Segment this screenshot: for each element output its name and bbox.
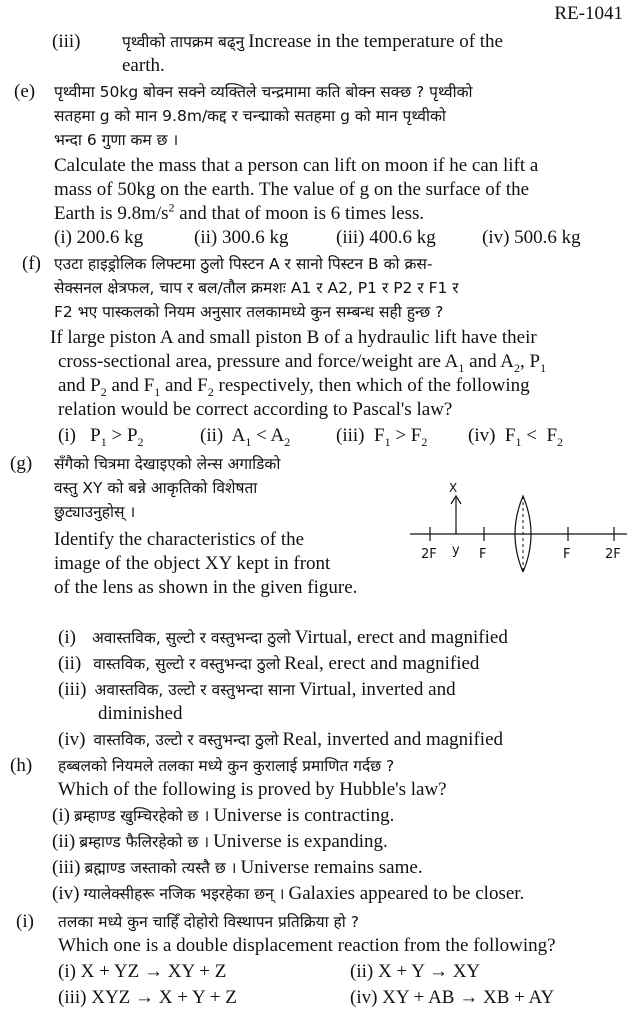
question-g-option-3-cont: diminished — [98, 703, 183, 724]
question-h-english-1: Which of the following is proved by Hubble's law? — [58, 779, 447, 800]
question-h-option-1: (i) ब्रम्हाण्ड खुम्चिरहेको छ । Universe is contracting. — [52, 805, 395, 826]
question-e-nepali-3: भन्दा 6 गुणा कम छ । — [54, 131, 179, 149]
question-f-nepali-1: एउटा हाइड्रोलिक लिफ्टमा ठुलो पिस्टन A र सानो पिस्टन B को क्रस- — [54, 255, 433, 273]
question-f-option-2: (ii) $A_1 < A_2$ — [200, 425, 291, 449]
question-f-english-1: If large piston A and small piston B of a hydraulic lift have their — [50, 327, 537, 348]
question-g-nepali-3: छुट्याउनुहोस् । — [54, 503, 136, 521]
question-i-option-2: (ii) X + Y → XY — [350, 961, 481, 982]
question-e-option-2: (ii) 300.6 kg — [194, 227, 289, 248]
question-i-nepali-1: तलका मध्ये कुन चाहिँ दोहोरो विस्थापन प्रतिक्रिया हो ? — [58, 913, 359, 931]
question-e-english-3: Earth is $9.8m/s^2$ and that of moon is 6 times less. — [54, 200, 425, 224]
question-e-option-3: (iii) 400.6 kg — [336, 227, 436, 248]
question-g-nepali-1: सँगैको चित्रमा देखाइएको लेन्स अगाडिको — [54, 455, 281, 473]
question-g-english-3: of the lens as shown in the given figure. — [54, 577, 358, 598]
lens-diagram — [405, 482, 630, 572]
question-f-marker: (f) — [22, 253, 41, 274]
question-i-option-4: (iv) XY + AB → XB + AY — [350, 987, 555, 1008]
question-e-english-2: mass of 50kg on the earth. The value of g on the surface of the — [54, 179, 530, 200]
right-f-label: F — [563, 547, 571, 562]
question-iii-nepali: पृथ्वीको तापक्रम बढ्नु — [122, 33, 245, 51]
question-e-marker: (e) — [14, 81, 36, 102]
question-i-english-1: Which one is a double displacement reaction from the following? — [58, 935, 556, 956]
question-f-option-3: (iii) $F_1 > F_2$ — [336, 425, 428, 449]
question-e-english-1: Calculate the mass that a person can lift on moon if he can lift a — [54, 155, 539, 176]
question-h-option-4: (iv) ग्यालेक्सीहरू नजिक भइरहेका छन् । Galaxies appeared to be closer. — [52, 883, 525, 904]
left-2f-label: 2F — [421, 547, 437, 562]
left-f-label: F — [479, 547, 487, 562]
question-e-nepali-2: सतहमा g को मान 9.8m/कद्द र चन्द्माको सतहमा g को मान पृथ्वीको — [54, 107, 446, 125]
question-f-english-2: cross-sectional area, pressure and force/weight are $A_1$ and $A_2$, $P_1$ — [58, 351, 547, 375]
question-g-option-4: (iv) वास्तविक, उल्टो र वस्तुभन्दा ठुलो Real, inverted and magnified — [58, 729, 504, 750]
question-h-option-3: (iii) ब्रह्माण्ड जस्ताको त्यस्तै छ । Universe remains same. — [52, 857, 423, 878]
question-f-option-1: (i) $P_1 > P_2$ — [58, 425, 144, 449]
question-g-marker: (g) — [10, 453, 33, 474]
question-f-nepali-2: सेक्सनल क्षेत्रफल, चाप र बल/तौल क्रमशः A1 र A2, P1 र P2 र F1 र — [54, 279, 459, 297]
question-f-english-3: and $P_2$ and $F_1$ and $F_2$ respectively, then which of the following — [58, 375, 530, 399]
question-f-nepali-3: F2 भए पास्कलको नियम अनुसार तलकामध्ये कुन सम्बन्ध सही हुन्छ ? — [54, 303, 444, 321]
question-g-english-1: Identify the characteristics of the — [54, 529, 305, 550]
question-f-option-4: (iv) $F_1 < F_2$ — [468, 425, 564, 449]
question-i-marker: (i) — [16, 911, 34, 932]
question-g-option-3: (iii) अवास्तविक, उल्टो र वस्तुभन्दा साना Virtual, inverted and — [58, 679, 456, 700]
question-f-english-4: relation would be correct according to Pascal's law? — [58, 399, 453, 420]
question-h-option-2: (ii) ब्रम्हाण्ड फैलिरहेको छ । Universe is expanding. — [52, 831, 388, 852]
question-g-nepali-2: वस्तु XY को बन्ने आकृतिको विशेषता — [54, 479, 258, 497]
question-e-option-4: (iv) 500.6 kg — [482, 227, 581, 248]
right-2f-label: 2F — [605, 547, 621, 562]
question-iii-english: Increase in the temperature of the — [248, 31, 503, 52]
question-i-option-3: (iii) XYZ → X + Y + Z — [58, 987, 237, 1008]
question-h-marker: (h) — [10, 755, 33, 776]
object-top-label: X — [449, 482, 458, 495]
page-code: RE-1041 — [554, 3, 623, 24]
question-g-option-1: (i) अवास्तविक, सुल्टो र वस्तुभन्दा ठुलो Virtual, erect and magnified — [58, 627, 508, 648]
question-i-option-1: (i) X + YZ → XY + Z — [58, 961, 227, 982]
question-e-option-1: (i) 200.6 kg — [54, 227, 144, 248]
question-g-option-2: (ii) वास्तविक, सुल्टो र वस्तुभन्दा ठुलो Real, erect and magnified — [58, 653, 480, 674]
question-iii-cont: earth. — [122, 55, 165, 76]
question-g-english-2: image of the object XY kept in front — [54, 553, 331, 574]
object-base-label: y — [452, 543, 460, 558]
question-e-nepali-1: पृथ्वीमा 50kg बोक्न सक्ने व्यक्तिले चन्द्रमामा कति बोक्न सक्छ ? पृथ्वीको — [54, 83, 473, 101]
question-h-nepali-1: हब्बलको नियमले तलका मध्ये कुन कुरालाई प्रमाणित गर्दछ ? — [58, 757, 395, 775]
question-iii-text — [122, 30, 503, 54]
question-iii-marker: (iii) — [52, 31, 81, 52]
